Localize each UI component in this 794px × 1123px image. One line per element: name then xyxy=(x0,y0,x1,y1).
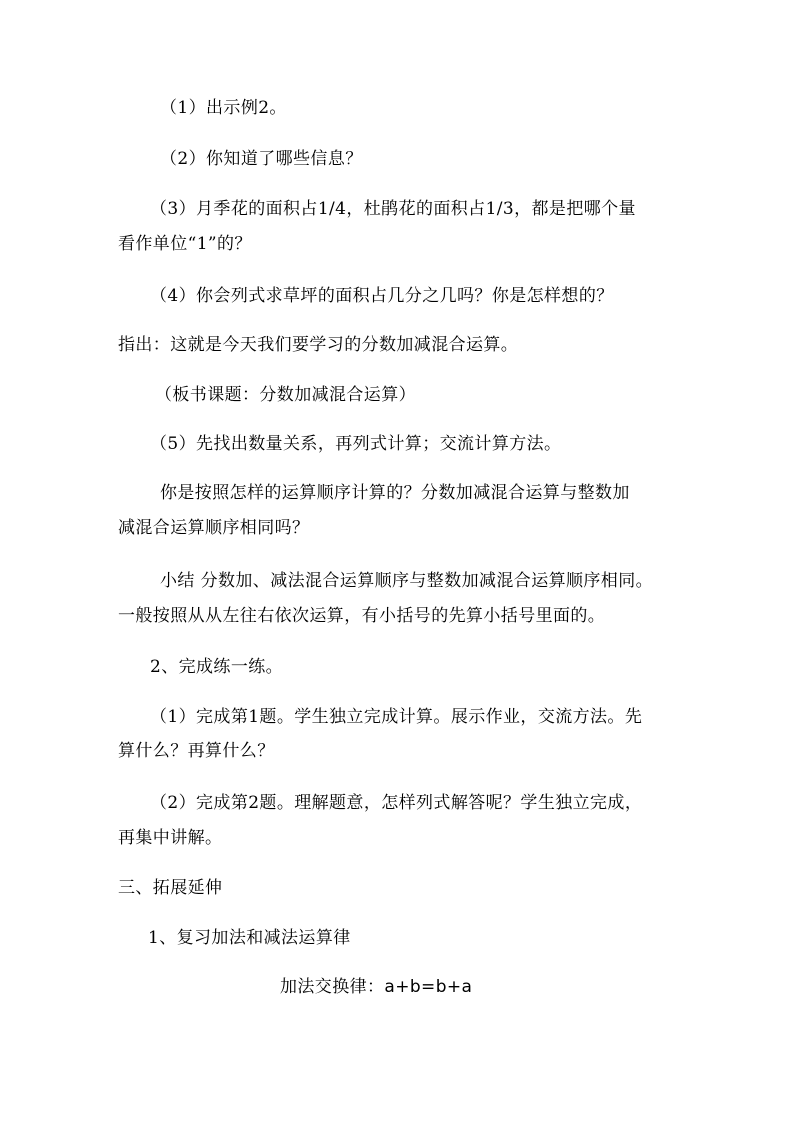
paragraph-point-out: 指出：这就是今天我们要学习的分数加减混合运算。 xyxy=(118,335,519,355)
formula-label: 加法交换律： xyxy=(280,977,385,997)
paragraph-order-question: 你是按照怎样的运算顺序计算的？分数加减混合运算与整数加 xyxy=(160,483,630,503)
paragraph-summary-cont: 一般按照从从左往右依次运算，有小括号的先算小括号里面的。 xyxy=(118,606,606,626)
paragraph-question-info: （2）你知道了哪些信息？ xyxy=(160,149,363,169)
formula-commutative-law xyxy=(280,976,472,998)
paragraph-question-unit-cont: 看作单位“1”的？ xyxy=(118,234,252,254)
paragraph-question-unit: （3）月季花的面积占1/4，杜鹃花的面积占1/3，都是把哪个量 xyxy=(150,199,636,219)
paragraph-summary: 小结 分数加、减法混合运算顺序与整数加减混合运算顺序相同。 xyxy=(160,571,654,591)
heading-practice: 2、完成练一练。 xyxy=(150,657,284,677)
paragraph-example-2: （1）出示例2。 xyxy=(160,98,287,118)
paragraph-practice-1: （1）完成第1题。学生独立完成计算。展示作业，交流方法。先 xyxy=(150,707,643,727)
paragraph-practice-1-cont: 算什么？再算什么？ xyxy=(118,741,275,761)
paragraph-question-lawn: （4）你会列式求草坪的面积占几分之几吗？你是怎样想的？ xyxy=(150,286,614,306)
formula-expression: a+b=b+a xyxy=(384,977,473,997)
heading-review-laws: 1、复习加法和减法运算律 xyxy=(148,928,351,948)
heading-extension: 三、拓展延伸 xyxy=(118,878,223,898)
paragraph-board-title: （板书课题：分数加减混合运算） xyxy=(155,385,416,405)
paragraph-order-question-cont: 减混合运算顺序相同吗？ xyxy=(118,518,310,538)
paragraph-find-relation: （5）先找出数量关系，再列式计算；交流计算方法。 xyxy=(150,434,562,454)
paragraph-practice-2: （2）完成第2题。理解题意，怎样列式解答呢？学生独立完成， xyxy=(150,793,643,813)
paragraph-practice-2-cont: 再集中讲解。 xyxy=(118,828,223,848)
